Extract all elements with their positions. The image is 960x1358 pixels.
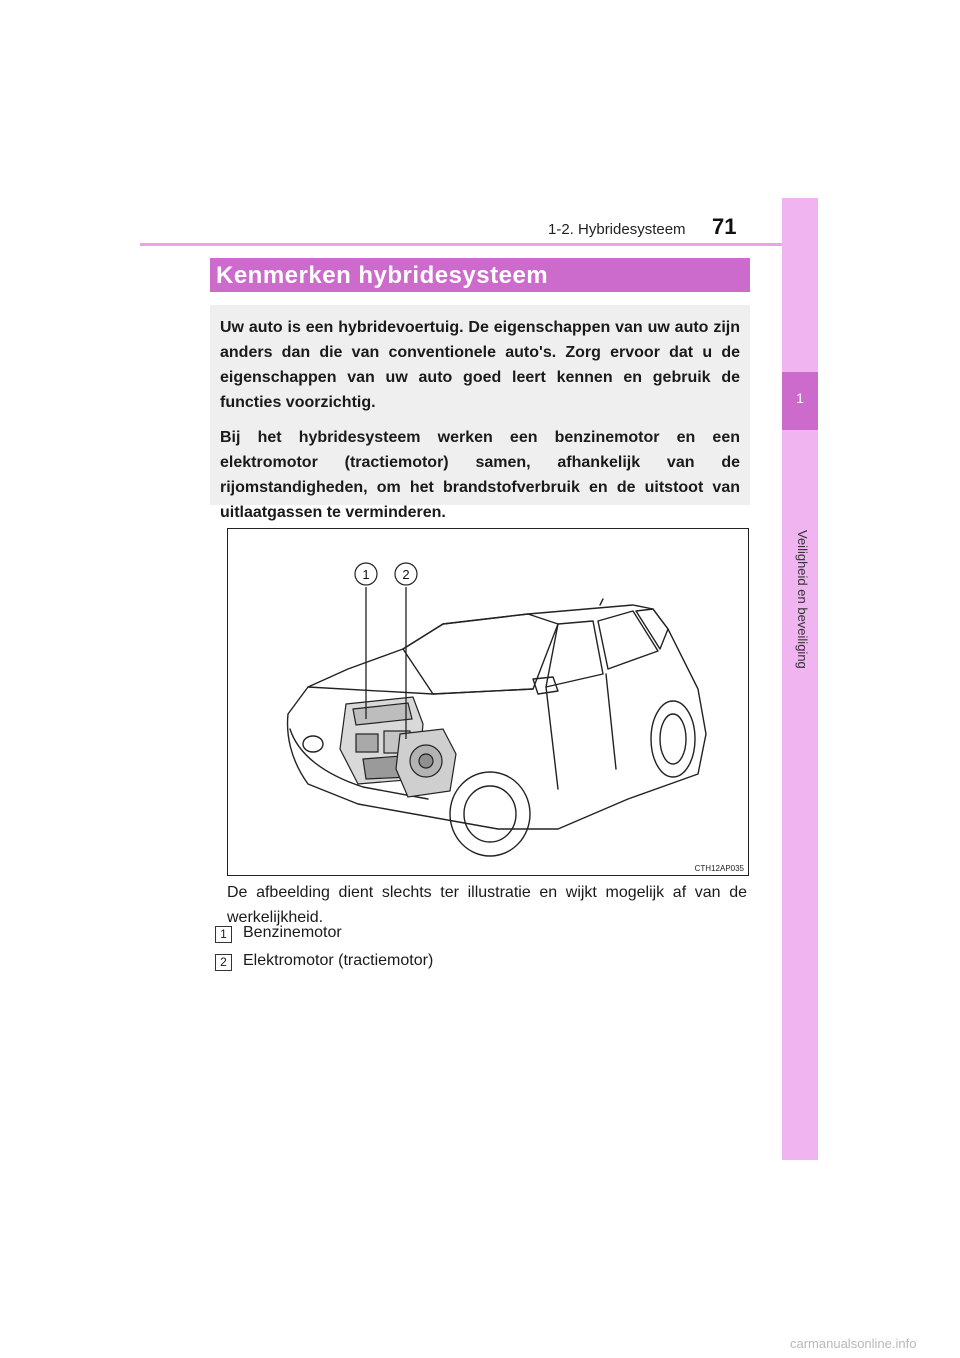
- section-banner-title: Kenmerken hybridesysteem: [216, 262, 549, 289]
- car-door-line: [606, 674, 616, 769]
- figure-code: CTH12AP035: [694, 864, 744, 873]
- callout-1: [355, 563, 377, 585]
- legend-text: Elektromotor (tractiemotor): [243, 952, 434, 969]
- page-number: 71: [712, 214, 737, 239]
- car-side-window-rear: [598, 611, 658, 669]
- callout-2-label: 2: [402, 567, 410, 582]
- callout-2: [395, 563, 417, 585]
- intro-paragraph: Uw auto is een hybridevoertuig. De eigenschappen van uw auto zijn anders dan die van conventionele auto's. Zorg ervoor dat u de eigenschappen van uw auto goed leert kennen en gebruik de functies voorzichtig.: [220, 319, 740, 411]
- intro-paragraph: Bij het hybridesysteem werken een benzinemotor en een elektromotor (tractiemotor) samen, afhankelijk van de rijomstandigheden, om het brandstofverbruik en de uitstoot van uitlaatgassen te verminderen.: [220, 429, 740, 521]
- car-front-wheel: [450, 772, 530, 856]
- car-side-window-front: [546, 621, 603, 687]
- chapter-label: Veiligheid en beveiliging: [795, 530, 810, 669]
- car-illustration: [227, 528, 749, 876]
- car-windshield: [403, 614, 558, 694]
- legend-text: Benzinemotor: [243, 924, 342, 941]
- chapter-number: 1: [796, 390, 804, 406]
- car-hood-line: [308, 687, 533, 694]
- car-drawing: [228, 529, 750, 877]
- section-title: 1-2. Hybridesysteem: [548, 221, 686, 238]
- car-door-line: [546, 687, 558, 789]
- electric-motor-drawing: [396, 729, 456, 797]
- car-rear-window: [636, 609, 668, 649]
- callout-1-label: 1: [362, 567, 370, 582]
- figure-caption: De afbeelding dient slechts ter illustratie en wijkt mogelijk af van de werkelijkheid.: [227, 884, 747, 926]
- car-rear-wheel: [651, 701, 695, 777]
- header-rule: [140, 243, 818, 246]
- intro-box: [210, 305, 750, 521]
- legend-number: 1: [215, 926, 232, 943]
- car-headlight: [303, 736, 323, 752]
- watermark: carmanualsonline.info: [790, 1336, 917, 1351]
- legend-number: 2: [215, 954, 232, 971]
- chapter-side-tab: [782, 198, 818, 1160]
